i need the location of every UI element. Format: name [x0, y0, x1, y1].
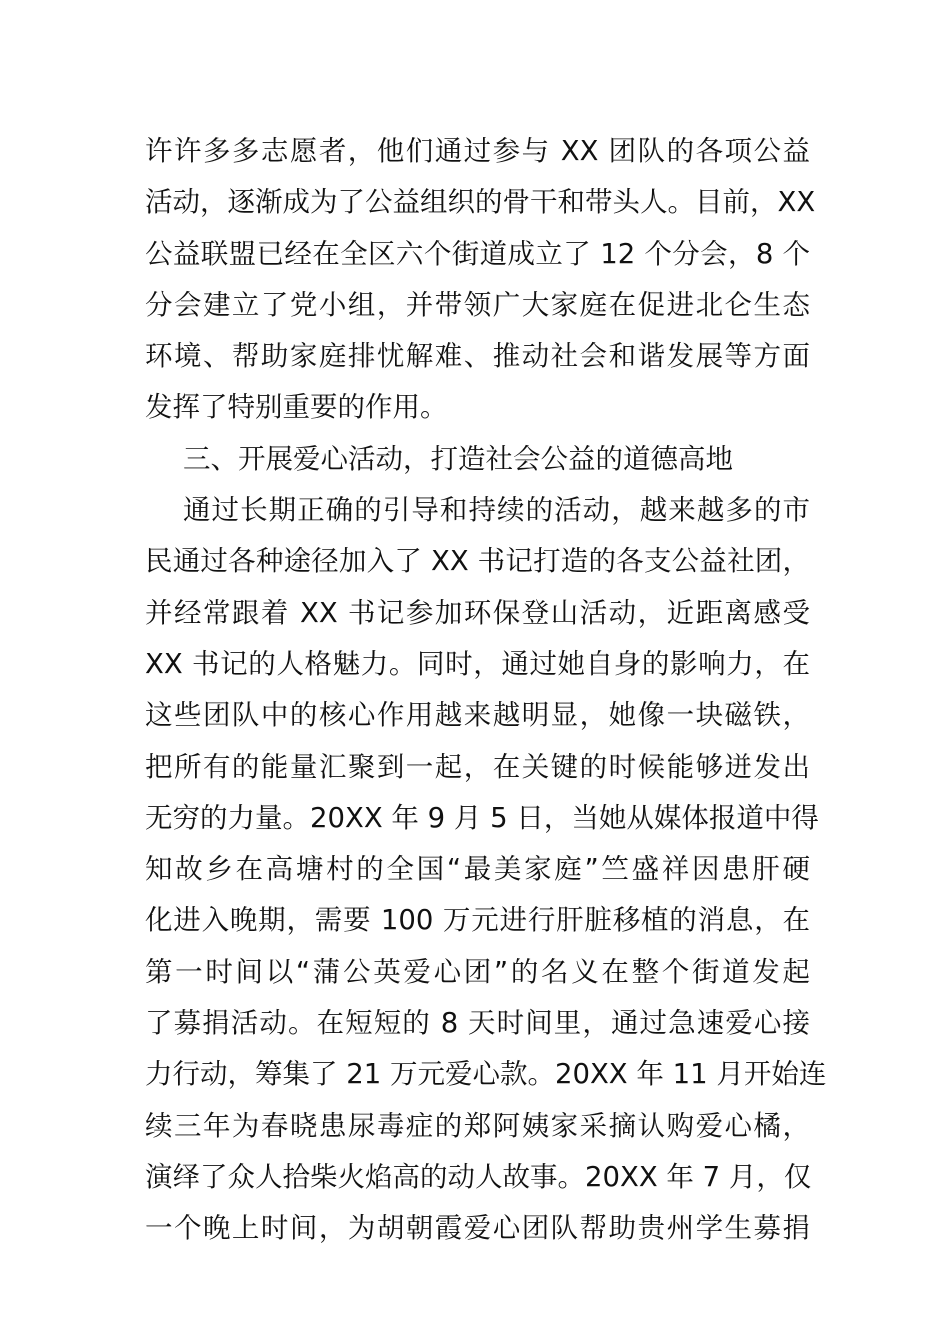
section-heading: 三、开展爱心活动，打造社会公益的道德高地 — [183, 442, 733, 475]
text-line: 分会建立了党小组，并带领广大家庭在促进北仑生态 — [145, 288, 810, 321]
text-line: 力行动，筹集了 21 万元爱心款。20XX 年 11 月开始连 — [145, 1058, 827, 1091]
text-line: 一个晚上时间，为胡朝霞爱心团队帮助贵州学生募捐 — [145, 1212, 810, 1245]
text-line: 通过长期正确的引导和持续的活动，越来越多的市 — [183, 494, 810, 527]
text-line: 这些团队中的核心作用越来越明显，她像一块磁铁， — [145, 699, 810, 732]
text-line: 续三年为春晓患尿毒症的郑阿姨家采摘认购爱心橘， — [145, 1109, 810, 1142]
document-body — [145, 126, 827, 1255]
text-line: 公益联盟已经在全区六个街道成立了 12 个分会，8 个 — [145, 237, 810, 270]
text-line: 并经常跟着 XX 书记参加环保登山活动，近距离感受 — [145, 596, 810, 629]
text-line: 把所有的能量汇聚到一起，在关键的时候能够迸发出 — [145, 750, 810, 783]
text-line: 许许多多志愿者，他们通过参与 XX 团队的各项公益 — [145, 135, 810, 167]
text-line: 第一时间以“蒲公英爱心团”的名义在整个街道发起 — [145, 955, 810, 988]
text-line: 了募捐活动。在短短的 8 天时间里，通过急速爱心接 — [145, 1007, 810, 1040]
text-line: 民通过各种途径加入了 XX 书记打造的各支公益社团， — [145, 545, 810, 578]
text-line: XX 书记的人格魅力。同时，通过她自身的影响力，在 — [145, 647, 810, 680]
text-line: 活动，逐渐成为了公益组织的骨干和带头人。目前，XX — [145, 186, 816, 219]
text-line: 发挥了特别重要的作用。 — [145, 391, 448, 424]
text-line: 知故乡在高塘村的全国“最美家庭”竺盛祥因患肝硬 — [145, 853, 810, 886]
text-line: 无穷的力量。20XX 年 9 月 5 日，当她从媒体报道中得 — [145, 801, 819, 834]
paragraph-volunteers — [145, 126, 816, 434]
text-line: 化进入晚期，需要 100 万元进行肝脏移植的消息，在 — [145, 904, 810, 937]
text-line: 环境、帮助家庭排忧解难、推动社会和谐发展等方面 — [145, 340, 810, 373]
text-line: 演绎了众人拾柴火焰高的动人故事。20XX 年 7 月，仅 — [145, 1160, 812, 1193]
paragraph-charity-activities — [145, 485, 827, 1254]
